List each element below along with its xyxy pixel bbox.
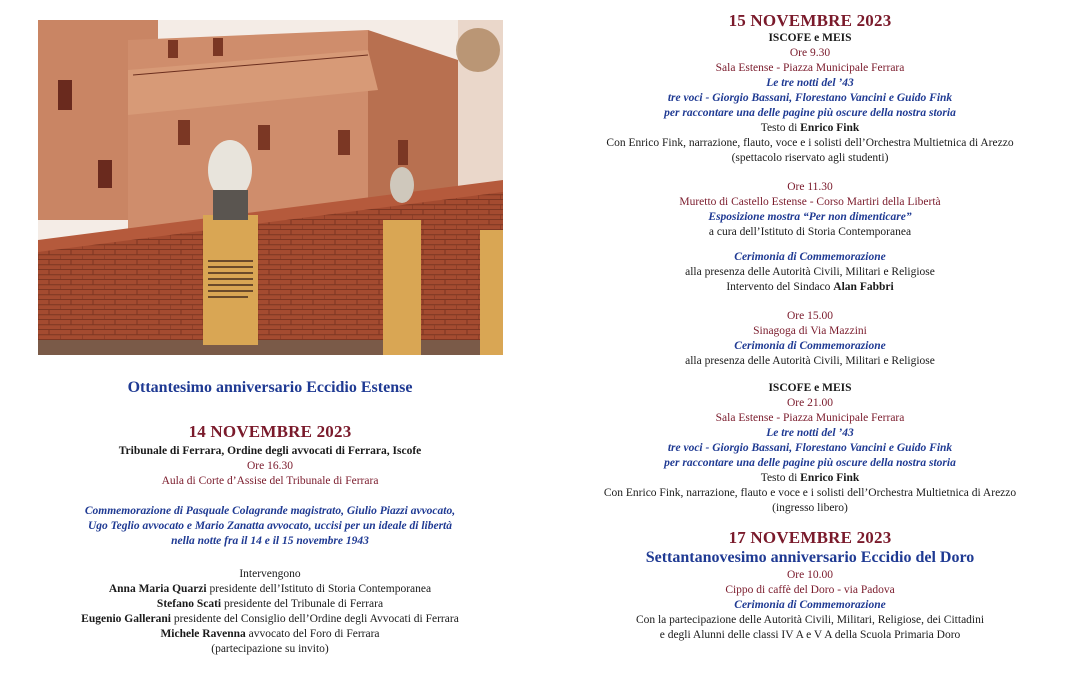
event-title: Le tre notti del ’43	[766, 77, 854, 89]
speaker-name: Eugenio Gallerani	[81, 613, 171, 625]
event-time: Ore 16.30	[247, 460, 293, 472]
organizers: Tribunale di Ferrara, Ordine degli avvocati di Ferrara, Iscofe	[118, 445, 422, 457]
speaker-name: Michele Ravenna	[160, 628, 246, 640]
speaker-name: Stefano Scati	[156, 598, 222, 610]
event-title: Cerimonia di Commemorazione	[734, 340, 886, 352]
text-author: Testo di Enrico Fink	[760, 472, 860, 484]
event-subtitle: tre voci - Giorgio Bassani, Florestano Vancini e Guido Fink	[667, 442, 953, 454]
speaker-line	[0, 582, 540, 597]
speaker-role: presidente del Consiglio dell’Ordine degli Avvocati di Ferrara	[170, 613, 459, 625]
participation-note: (partecipazione su invito)	[211, 643, 329, 655]
speakers-intro: Intervengono	[239, 568, 301, 580]
speaker-role: avvocato del Foro di Ferrara	[245, 628, 380, 640]
event-time: Ore 11.30	[787, 181, 833, 193]
speaker-line	[0, 612, 540, 627]
event-note: (spettacolo riservato agli studenti)	[731, 152, 889, 164]
event-subtitle: per raccontare una delle pagine più oscure della nostra storia	[664, 107, 956, 119]
speaker-name: Anna Maria Quarzi	[108, 583, 207, 595]
anniversary-heading-doro: Settantanovesimo anniversario Eccidio del Doro	[645, 549, 975, 566]
date-17-nov: 17 NOVEMBRE 2023	[728, 528, 892, 547]
anniversary-heading: Ottantesimo anniversario Eccidio Estense	[127, 379, 413, 396]
commemoration-line: Ugo Teglio avvocato e Mario Zanatta avvocato, uccisi per un ideale di libertà	[87, 520, 453, 532]
speaker-role: presidente dell’Istituto di Storia Contemporanea	[206, 583, 432, 595]
commemoration-line: Commemorazione di Pasquale Colagrande magistrato, Giulio Piazzi avvocato,	[84, 505, 456, 517]
castle-illustration	[38, 20, 503, 355]
commemoration-line: nella notte fra il 14 e il 15 novembre 1943	[171, 535, 369, 547]
event-presence: alla presenza delle Autorità Civili, Militari e Religiose	[685, 266, 935, 278]
event-organizers: ISCOFE e MEIS	[768, 32, 852, 44]
text-author: Testo di Enrico Fink	[760, 122, 860, 134]
date-14-nov: 14 NOVEMBRE 2023	[188, 422, 352, 441]
event-title: Cerimonia di Commemorazione	[734, 251, 886, 263]
speaker-role: presidente del Tribunale di Ferrara	[221, 598, 384, 610]
event-time: Ore 15.00	[787, 310, 833, 322]
mayor-speech: Intervento del Sindaco Alan Fabbri	[726, 281, 894, 293]
event-organizers: ISCOFE e MEIS	[768, 382, 852, 394]
event-presence: alla presenza delle Autorità Civili, Militari e Religiose	[685, 355, 935, 367]
event-place: Aula di Corte d’Assise del Tribunale di Ferrara	[161, 475, 379, 487]
castle-photo	[38, 20, 503, 355]
speaker-line	[0, 627, 540, 642]
event-time: Ore 21.00	[787, 397, 833, 409]
event-subtitle: per raccontare una delle pagine più oscure della nostra storia	[664, 457, 956, 469]
event-place: Sala Estense - Piazza Municipale Ferrara	[715, 412, 905, 424]
speaker-line	[0, 597, 540, 612]
event-title: Esposizione mostra “Per non dimenticare”	[708, 211, 912, 223]
event-participation: e degli Alunni delle classi IV A e V A della Scuola Primaria Doro	[659, 629, 961, 641]
event-subtitle: tre voci - Giorgio Bassani, Florestano Vancini e Guido Fink	[667, 92, 953, 104]
event-note: (ingresso libero)	[772, 502, 848, 514]
event-place: Sinagoga di Via Mazzini	[753, 325, 867, 337]
event-title: Le tre notti del ’43	[766, 427, 854, 439]
event-time: Ore 9.30	[789, 47, 831, 59]
event-cast: Con Enrico Fink, narrazione, flauto, voce e i solisti dell’Orchestra Multietnica di Arezzo	[606, 137, 1014, 149]
date-15-nov: 15 NOVEMBRE 2023	[728, 11, 892, 30]
event-curator: a cura dell’Istituto di Storia Contemporanea	[708, 226, 912, 238]
event-place: Muretto di Castello Estense - Corso Martiri della Libertà	[679, 196, 941, 208]
event-place: Sala Estense - Piazza Municipale Ferrara	[715, 62, 905, 74]
event-participation: Con la partecipazione delle Autorità Civili, Militari, Religiose, dei Cittadini	[635, 614, 985, 626]
event-time: Ore 10.00	[787, 569, 833, 581]
event-cast: Con Enrico Fink, narrazione, flauto e voce e i solisti dell’Orchestra Multietnica di Arezzo	[603, 487, 1017, 499]
event-place: Cippo di caffè del Doro - via Padova	[725, 584, 895, 596]
event-title: Cerimonia di Commemorazione	[734, 599, 886, 611]
